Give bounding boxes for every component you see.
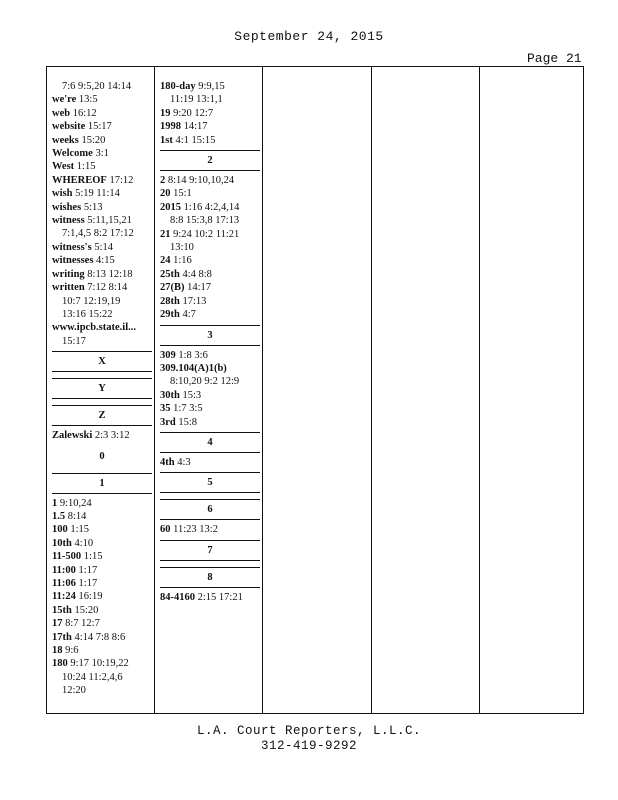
index-term: 25th (160, 268, 180, 280)
index-term: www.ipcb.state.il... (52, 322, 136, 334)
index-entry (160, 362, 260, 375)
index-term: 17th (52, 631, 72, 643)
index-entry (52, 604, 152, 617)
index-section-heading (160, 147, 260, 174)
index-entry (52, 429, 152, 442)
index-references: 1:15 (83, 551, 103, 563)
index-term: 84-4160 (160, 591, 195, 603)
section-rule (52, 425, 152, 426)
index-entry (52, 617, 152, 630)
index-references: 16:19 (78, 591, 103, 603)
index-entry (52, 523, 152, 536)
index-entry (52, 174, 152, 187)
index-references: 17:12 (109, 174, 134, 186)
section-rule (52, 473, 152, 474)
section-rule (160, 499, 260, 500)
index-references: 4:15 (96, 255, 115, 267)
section-rule (52, 351, 152, 352)
index-term: 35 (160, 403, 171, 415)
index-references: 15:3 (182, 389, 202, 401)
header-date: September 24, 2015 (234, 29, 384, 44)
section-rule (52, 405, 152, 406)
index-references: 8:14 9:10,10,24 (167, 175, 235, 187)
index-term: 180 (52, 658, 68, 670)
index-continuation: 10:24 11:2,4,6 (62, 671, 123, 683)
index-term: 1 (52, 497, 58, 509)
index-continuation: 11:19 13:1,1 (170, 94, 223, 106)
section-letter: 0 (99, 450, 105, 462)
index-references: 13:5 (78, 94, 98, 106)
index-entry (52, 537, 152, 550)
index-references: 4:14 7:8 8:6 (74, 631, 126, 643)
index-references: 15:20 (81, 134, 106, 146)
index-section-heading (160, 496, 260, 523)
index-entry (160, 254, 260, 267)
index-entry (52, 657, 152, 670)
index-term: WHEREOF (52, 174, 107, 186)
section-rule (52, 493, 152, 494)
index-term: website (52, 121, 86, 133)
section-rule (52, 371, 152, 372)
index-entry (52, 214, 152, 227)
index-term: 18 (52, 645, 63, 656)
index-term: writing (52, 268, 85, 280)
index-entry (52, 160, 152, 173)
index-continuation: 8:8 15:3,8 17:13 (170, 215, 240, 227)
index-term: 11:24 (52, 591, 76, 603)
index-continuation: 8:10,20 9:2 12:9 (170, 376, 240, 388)
index-term: 1st (160, 134, 173, 146)
index-term: 100 (52, 524, 68, 536)
column-divider (154, 67, 155, 713)
section-rule (160, 560, 260, 561)
index-term: witness (52, 215, 85, 227)
index-references: 1:7 3:5 (173, 403, 203, 415)
index-entry (160, 295, 260, 308)
index-section-heading (160, 564, 260, 591)
index-term: 3rd (160, 416, 176, 428)
index-references: 5:11,15,21 (87, 215, 132, 227)
index-term: weeks (52, 134, 79, 146)
index-entry (160, 268, 260, 281)
section-letter: 1 (99, 477, 105, 489)
index-references: 1:15 (70, 524, 90, 536)
section-letter: 3 (207, 329, 213, 341)
index-section-heading (52, 443, 152, 470)
index-entry (52, 281, 152, 294)
index-references: 4:10 (74, 537, 94, 549)
index-references: 4:1 15:15 (175, 134, 216, 146)
index-section-heading (52, 402, 152, 429)
index-entry (52, 564, 152, 577)
index-entry (52, 510, 152, 523)
index-term: 28th (160, 295, 180, 307)
index-term: 4th (160, 456, 175, 468)
index-section-heading (160, 429, 260, 456)
index-references: 7:12 8:14 (87, 282, 128, 294)
index-entry (52, 497, 152, 510)
index-entry (160, 591, 260, 604)
section-letter: 8 (207, 571, 213, 583)
index-entry (52, 577, 152, 590)
index-entry (160, 120, 260, 133)
section-letter: 4 (207, 436, 213, 448)
index-references: 1:17 (78, 577, 98, 589)
index-references: 4:4 8:8 (182, 268, 212, 280)
index-continuation: 12:20 (62, 685, 86, 697)
column-divider (262, 67, 263, 713)
index-entry (52, 644, 152, 657)
index-term: wish (52, 188, 73, 200)
index-references: 5:13 (83, 201, 103, 213)
index-term: 29th (160, 309, 180, 321)
index-entry (160, 308, 260, 321)
index-entry (160, 80, 260, 93)
index-references: 9:10,24 (59, 497, 92, 509)
index-term: wishes (52, 201, 82, 213)
index-term: 20 (160, 188, 171, 200)
section-rule (160, 150, 260, 151)
index-references: 1:8 3:6 (178, 349, 208, 361)
index-term: 10th (52, 537, 72, 549)
index-term: 17 (52, 618, 63, 630)
page-number: Page 21 (527, 51, 582, 66)
index-entry (52, 93, 152, 106)
index-continuation: 15:17 (62, 335, 86, 347)
index-term: 2015 (160, 201, 181, 213)
index-references: 8:13 12:18 (87, 268, 133, 280)
index-term: witnesses (52, 255, 94, 267)
index-section-heading (160, 322, 260, 349)
index-references: 1:16 4:2,4,14 (183, 201, 240, 213)
index-entry (52, 254, 152, 267)
index-references: 4:7 (182, 309, 196, 321)
index-entry (52, 268, 152, 281)
section-rule (160, 492, 260, 493)
index-entry (160, 416, 260, 429)
index-entry (160, 174, 260, 187)
index-entry (52, 187, 152, 200)
index-continuation: 13:16 15:22 (62, 308, 113, 320)
index-references: 14:17 (187, 282, 212, 294)
index-entry (160, 389, 260, 402)
index-entry (160, 349, 260, 362)
section-rule (160, 170, 260, 171)
section-rule (160, 567, 260, 568)
index-section-heading (160, 469, 260, 496)
index-entry (160, 456, 260, 469)
section-letter: 7 (207, 544, 213, 556)
footer-company: L.A. Court Reporters, L.L.C. (196, 724, 422, 738)
index-term: 30th (160, 389, 180, 401)
section-letter: X (98, 356, 106, 368)
index-term: 1.5 (52, 510, 66, 522)
index-references: 16:12 (72, 107, 97, 119)
index-term: 11-500 (52, 551, 82, 563)
index-term: 309 (160, 349, 176, 361)
section-letter: 5 (207, 477, 213, 489)
index-references: 14:17 (183, 121, 208, 133)
index-entry (52, 321, 152, 334)
index-term: 24 (160, 255, 171, 267)
index-entry (160, 523, 260, 536)
index-references: 1:16 (173, 255, 192, 267)
index-references: 15:20 (74, 604, 99, 616)
index-term: Welcome (52, 148, 93, 160)
index-term: 180-day (160, 81, 196, 92)
section-letter: Z (98, 410, 106, 422)
index-references: 9:20 12:7 (173, 107, 214, 119)
index-term: 309.104(A)1(b) (160, 362, 227, 374)
section-rule (160, 519, 260, 520)
index-entry (160, 134, 260, 147)
section-rule (52, 398, 152, 399)
index-entry (52, 107, 152, 120)
index-column-1 (52, 80, 152, 698)
index-continuation: 7:6 9:5,20 14:14 (62, 81, 132, 92)
index-column-2 (160, 80, 260, 604)
index-references: 2:15 17:21 (197, 591, 243, 603)
index-entry (160, 228, 260, 241)
index-term: 27(B) (160, 282, 185, 294)
index-continuation: 10:7 12:19,19 (62, 295, 121, 307)
index-entry (160, 187, 260, 200)
index-references: 9:9,15 (198, 81, 225, 92)
index-entry (52, 550, 152, 563)
section-rule (160, 432, 260, 433)
section-rule (160, 345, 260, 346)
index-term: witness's (52, 241, 92, 253)
index-references: 11:23 13:2 (173, 524, 218, 536)
index-term: 11:00 (52, 564, 76, 576)
section-letter: 6 (207, 504, 213, 516)
section-rule (52, 378, 152, 379)
index-term: 2 (160, 175, 166, 187)
index-section-heading (52, 348, 152, 375)
index-references: 9:24 10:2 11:21 (173, 228, 240, 240)
index-references: 2:3 3:12 (94, 430, 130, 442)
section-letter: 2 (207, 155, 213, 167)
index-table (46, 66, 584, 714)
index-entry (52, 590, 152, 603)
index-term: we're (52, 94, 77, 106)
index-references: 17:13 (182, 295, 207, 307)
index-references: 9:6 (65, 645, 79, 656)
index-references: 1:17 (78, 564, 98, 576)
index-term: 1998 (160, 121, 181, 133)
index-entry (52, 201, 152, 214)
index-continuation: 13:10 (170, 242, 194, 254)
index-references: 3:1 (95, 148, 109, 160)
index-term: written (52, 282, 85, 294)
index-entry (160, 107, 260, 120)
index-entry (52, 241, 152, 254)
section-rule (160, 325, 260, 326)
section-rule (160, 472, 260, 473)
index-entry (160, 201, 260, 214)
index-section-heading (52, 375, 152, 402)
index-term: 19 (160, 107, 171, 119)
index-continuation: 7:1,4,5 8:2 17:12 (62, 228, 134, 240)
index-references: 8:14 (67, 510, 87, 522)
index-term: 21 (160, 228, 171, 240)
index-entry (160, 402, 260, 415)
index-entry (52, 147, 152, 160)
index-references: 5:19 11:14 (75, 188, 120, 200)
index-entry (160, 281, 260, 294)
index-entry (52, 120, 152, 133)
index-references: 4:3 (177, 456, 191, 468)
index-term: Zalewski (52, 430, 93, 442)
index-references: 15:1 (173, 188, 192, 200)
section-rule (160, 540, 260, 541)
footer-phone: 312-419-9292 (260, 739, 357, 753)
index-section-heading (160, 537, 260, 564)
index-term: 15th (52, 604, 72, 616)
column-divider (371, 67, 372, 713)
section-letter: Y (98, 383, 106, 395)
index-term: 11:06 (52, 577, 76, 589)
index-references: 5:14 (94, 241, 113, 253)
index-entry (52, 631, 152, 644)
index-term: West (52, 161, 75, 173)
index-term: web (52, 107, 71, 119)
section-rule (160, 452, 260, 453)
index-entry (52, 134, 152, 147)
index-references: 1:15 (76, 161, 96, 173)
index-references: 8:7 12:7 (65, 618, 100, 630)
index-references: 15:8 (178, 416, 198, 428)
section-rule (160, 587, 260, 588)
column-divider (479, 67, 480, 713)
index-section-heading (52, 470, 152, 497)
index-term: 60 (160, 524, 171, 536)
index-references: 9:17 10:19,22 (70, 658, 129, 670)
index-references: 15:17 (87, 121, 112, 133)
